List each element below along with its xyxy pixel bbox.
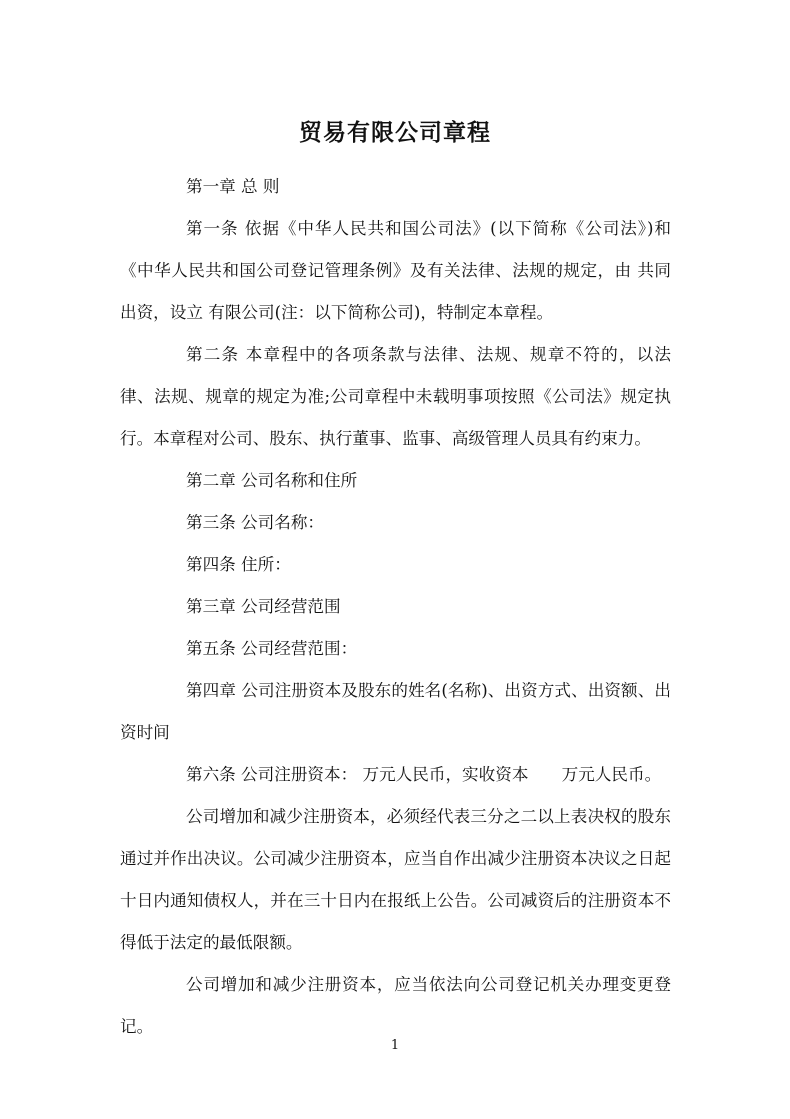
article-paragraph: 第一条 依据《中华人民共和国公司法》(以下简称《公司法》)和《中华人民共和国公司登记管理条例》及有关法律、法规的规定，由 共同出资，设立 有限公司(注：以下简称公司)，特制定本章程。 — [120, 219, 671, 322]
article-paragraph: 第四条 住所： — [186, 555, 291, 574]
page-number: 1 — [390, 1038, 400, 1053]
article-paragraph: 第二条 本章程中的各项条款与法律、法规、规章不符的，以法律、法规、规章的规定为准;公司章程中未载明事项按照《公司法》规定执行。本章程对公司、股东、执行董事、监事、高级管理人员具有约束力。 — [120, 345, 671, 448]
body-paragraph: 公司增加和减少注册资本，必须经代表三分之二以上表决权的股东通过并作出决议。公司减少注册资本，应当自作出减少注册资本决议之日起十日内通知债权人，并在三十日内在报纸上公告。公司减资后的注册资本不得低于法定的最低限额。 — [120, 807, 671, 952]
chapter-heading: 第一章 总 则 — [186, 177, 280, 196]
article-paragraph: 第三条 公司名称： — [186, 513, 325, 532]
article-paragraph: 第五条 公司经营范围： — [186, 639, 358, 658]
chapter-heading: 第四章 公司注册资本及股东的姓名(名称)、出资方式、出资额、出资时间 — [120, 681, 671, 742]
article-paragraph: 第六条 公司注册资本： 万元人民币，实收资本 万元人民币。 — [186, 765, 662, 784]
body-paragraph: 公司增加和减少注册资本，应当依法向公司登记机关办理变更登记。 — [120, 975, 671, 1036]
chapter-heading: 第三章 公司经营范围 — [186, 597, 341, 616]
document-body — [120, 166, 671, 1048]
chapter-heading: 第二章 公司名称和住所 — [186, 471, 358, 490]
document-title: 贸易有限公司章程 — [299, 119, 491, 146]
